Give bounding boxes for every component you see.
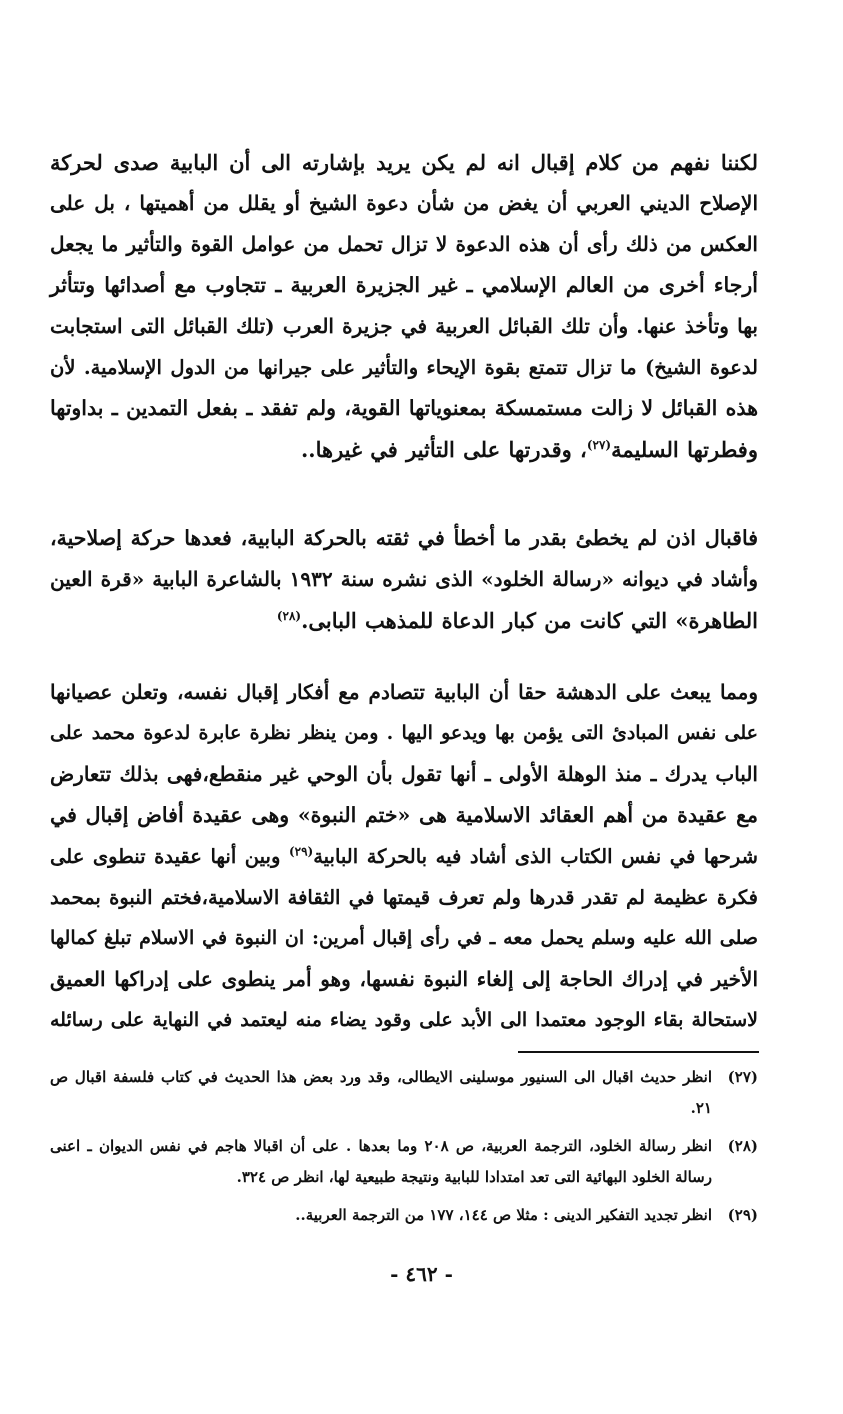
- footnote-number: (٢٨): [727, 1137, 758, 1155]
- paragraph-line-with-reference: [50, 836, 758, 877]
- footnote-28: [50, 1131, 758, 1193]
- paragraph-line: مع عقيدة من أهم العقائد الاسلامية هى «ختم النبوة» وهى عقيدة أفاض إقبال في: [50, 803, 758, 827]
- paragraph-2: [50, 518, 758, 641]
- paragraph-line: الإصلاح الديني العربي أن يغض من شأن دعوة الشيخ أو يقلل من أهميتها ، بل على: [50, 191, 758, 215]
- paragraph-line: هذه القبائل لا زالت مستمسكة بمعنوياتها القوية، ولم تفقد ـ بفعل التمدين ـ بداوتها: [50, 396, 758, 420]
- paragraph-line: صلى الله عليه وسلم يحمل معه ـ في رأى إقبال أمرين: ان النبوة في الاسلام تبلغ كمالها: [50, 927, 758, 949]
- footnote-reference: (٢٨): [276, 609, 302, 623]
- paragraph-line: لاستحالة بقاء الوجود معتمدا الى الأبد على وقود يضاء منه ليعتمد في النهاية على رسائله: [50, 1009, 758, 1031]
- paragraph-text: شرحها في نفس الكتاب الذى أشاد فيه بالحركة البابية: [313, 845, 758, 868]
- paragraph-line: الباب يدرك ـ منذ الوهلة الأولى ـ أنها تقول بأن الوحي غير منقطع،فهى بذلك تتعارض: [50, 762, 758, 786]
- paragraph-text: وفطرتها السليمة: [611, 437, 758, 462]
- paragraph-text: ، وقدرتها على التأثير في غيرها..: [300, 437, 587, 462]
- paragraph-line: العكس من ذلك رأى أن هذه الدعوة لا تزال تحمل من عوامل القوة والتأثير ما يجعل: [50, 232, 758, 256]
- paragraph-line: لدعوة الشيخ) ما تزال تتمتع بقوة الإيحاء والتأثير على جيرانها من الدول الإسلامية. لأن: [50, 356, 758, 379]
- footnote-separator: [518, 1051, 759, 1053]
- paragraph-3: [50, 672, 758, 1041]
- page-number: - ٤٦٢ -: [390, 1262, 453, 1286]
- paragraph-1: [50, 142, 758, 470]
- paragraph-last-line: [50, 429, 758, 470]
- footnote-text: انظر تجديد التفكير الدينى : مثلا ص ١٤٤، ١٧٧ من الترجمة العربية..: [295, 1206, 712, 1224]
- paragraph-line: وأشاد في ديوانه «رسالة الخلود» الذى نشره سنة ١٩٣٢ بالشاعرة البابية «قرة العين: [50, 567, 759, 591]
- paragraph-last-line: [50, 600, 758, 641]
- footnote-27: [50, 1062, 758, 1124]
- footnote-29: [50, 1200, 758, 1231]
- paragraph-line: ومما يبعث على الدهشة حقا أن البابية تتصادم مع أفكار إقبال نفسه، وتعلن عصيانها: [50, 680, 758, 704]
- footnote-text: انظر حديث اقبال الى السنيور موسلينى الايطالى، وقد ورد بعض هذا الحديث في كتاب فلسفة اقبال ص ٢١.: [50, 1068, 712, 1117]
- paragraph-line: أرجاء أخرى من العالم الإسلامي ـ غير الجزيرة العربية ـ تتجاوب مع أصدائها وتتأثر: [50, 273, 758, 297]
- paragraph-text: الطاهرة» التي كانت من كبار الدعاة للمذهب البابى.: [301, 608, 758, 633]
- paragraph-text: وبين أنها عقيدة تنطوى على: [50, 845, 289, 868]
- footnote-reference: (٢٩): [288, 844, 314, 859]
- paragraph-line: بها وتأخذ عنها. وأن تلك القبائل العربية في جزيرة العرب (تلك القبائل التى استجابت: [50, 314, 758, 338]
- footnote-text: انظر رسالة الخلود، الترجمة العربية، ص ٢٠٨ وما بعدها . على أن اقبالا هاجم في نفس الديوان ـ اعنى رسالة الخلود البهائية التى تعد امتدادا للبابية ونتيجة طبيعية لها، انظر ص ٣٢٤.: [50, 1137, 712, 1186]
- footnotes: [50, 1062, 758, 1238]
- paragraph-line: لكننا نفهم من كلام إقبال انه لم يكن يريد بإشارته الى أن البابية صدى لحركة: [50, 150, 758, 175]
- paragraph-line: فاقبال اذن لم يخطئ بقدر ما أخطأ في ثقته بالحركة البابية، فعدها حركة إصلاحية،: [50, 526, 758, 550]
- footnote-number: (٢٩): [727, 1206, 758, 1224]
- paragraph-line: الأخير في إدراك الحاجة إلى إلغاء النبوة نفسها، وهو أمر ينطوى على إدراكها العميق: [50, 967, 758, 991]
- paragraph-line: على نفس المبادئ التى يؤمن بها ويدعو اليها . ومن ينظر نظرة عابرة لدعوة محمد على: [50, 722, 758, 744]
- footnote-reference: (٢٧): [586, 438, 612, 452]
- paragraph-line: فكرة عظيمة لم تقدر قدرها ولم تعرف قيمتها في الثقافة الاسلامية،فختم النبوة بمحمد: [50, 886, 758, 909]
- footnote-number: (٢٧): [727, 1068, 758, 1086]
